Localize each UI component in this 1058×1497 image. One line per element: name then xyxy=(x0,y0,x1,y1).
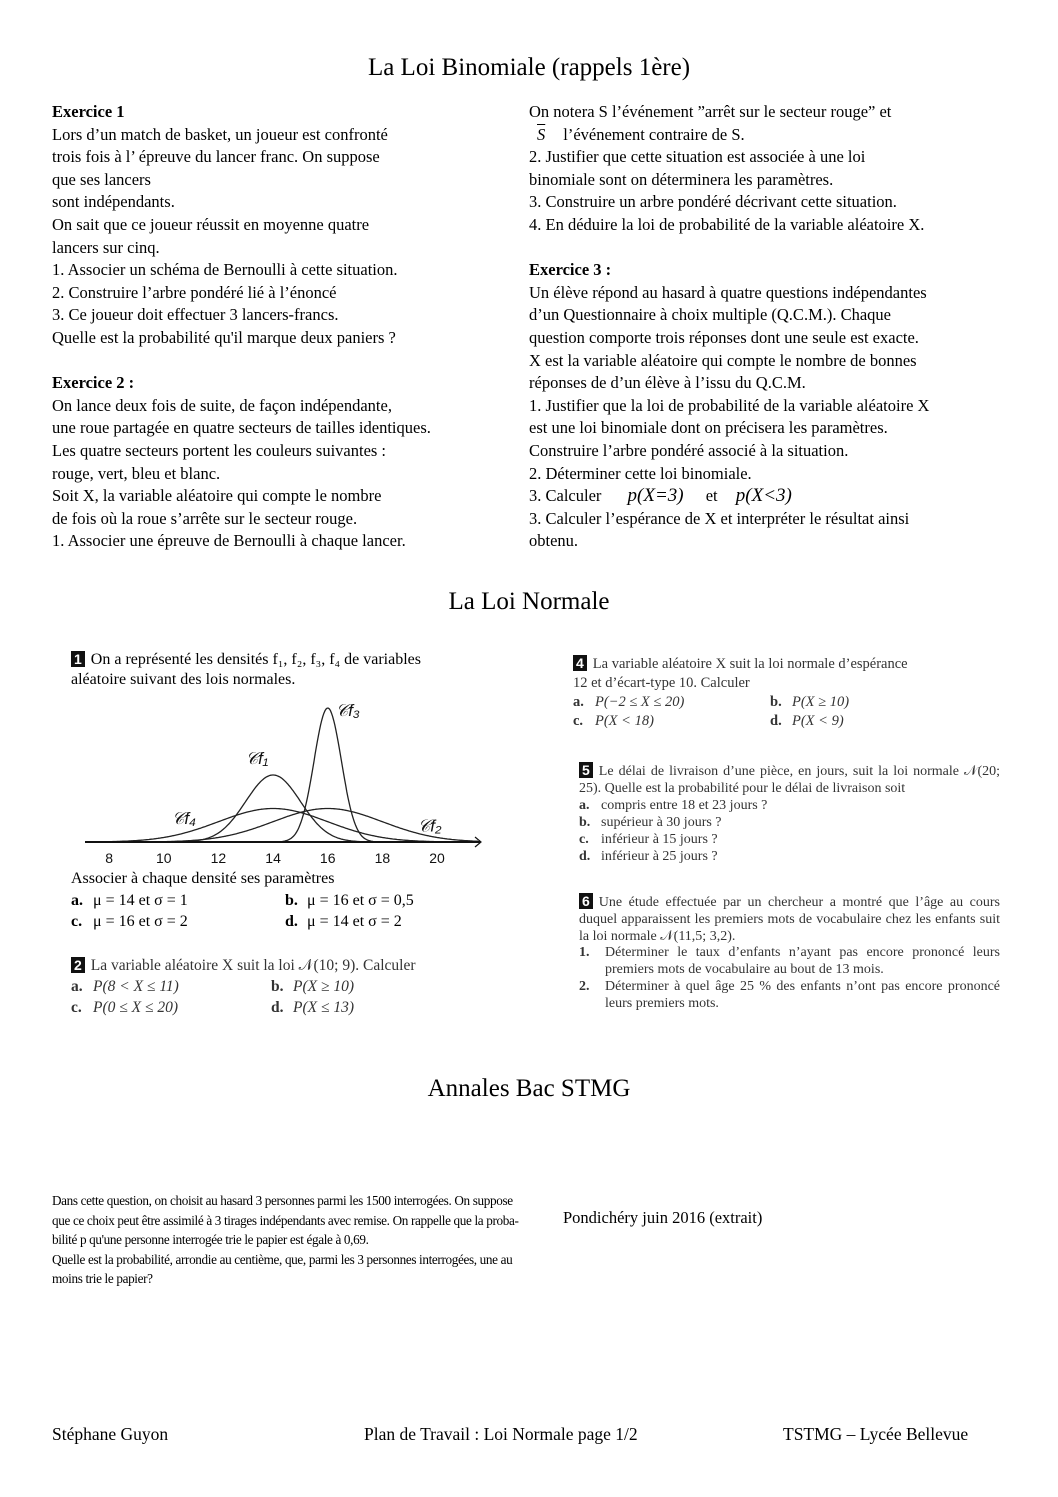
exercice-2-sbar-line xyxy=(529,124,929,147)
option-label: a. xyxy=(71,891,83,909)
exercice-3-line: 1. Justifier que la loi de probabilité de la variable aléatoire X xyxy=(529,395,930,415)
exercice-1-line: 2. Construire l’arbre pondéré lié à l’énoncé xyxy=(52,282,337,302)
annales-line: que ce choix peut être assimilé à 3 tirages indépendants avec remise. On rappelle que la proba- xyxy=(52,1212,519,1228)
exercice-1-line: lancers sur cinq. xyxy=(52,237,160,257)
title-loi-normale: La Loi Normale xyxy=(448,588,610,615)
annales-exercise xyxy=(52,1191,519,1289)
normale-exercise-1 xyxy=(71,650,421,690)
title-loi-binomiale: La Loi Binomiale (rappels 1ère) xyxy=(367,54,691,81)
exercice-1 xyxy=(52,101,431,553)
exercise-4-text: 12 et d’écart-type 10. Calculer xyxy=(573,675,750,691)
exercice-3-line: d’un Questionnaire à choix multiple (Q.C.M.). Chaque xyxy=(529,305,892,325)
option-label: b. xyxy=(271,978,284,995)
option-text: inférieur à 25 jours ? xyxy=(601,849,718,864)
option-label: c. xyxy=(71,999,82,1016)
question-label: 2. xyxy=(579,978,590,994)
option-label: c. xyxy=(71,913,83,930)
exercice-2-line: binomiale sont on déterminera les paramètres. xyxy=(529,169,834,189)
question-text: Déterminer le taux d’enfants n’ayant pas encore prononcé leurs premiers mots de vocabulaire au bout de 13 mois. xyxy=(605,945,1000,978)
exercice-2-line: On notera S l’événement ”arrêt sur le secteur rouge” et xyxy=(529,102,892,121)
option-label: d. xyxy=(579,849,591,864)
exercise-4-text: La variable aléatoire X suit la loi normale d’espérance xyxy=(592,656,908,672)
exercise-1-text: aléatoire suivant des lois normales. xyxy=(71,671,296,688)
x-tick-label: 20 xyxy=(429,850,445,866)
exercise-2-text: La variable aléatoire X suit la loi 𝒩(10; 9). Calculer xyxy=(90,957,416,974)
option-label: b. xyxy=(579,815,591,830)
option-text: P(−2 ≤ X ≤ 20) xyxy=(595,694,685,710)
exercice-2-line: 3. Construire un arbre pondéré décrivant cette situation. xyxy=(529,192,897,212)
exercice-3-line: 3. Calculer l’espérance de X et interpréter le résultat ainsi xyxy=(529,508,910,528)
option-text: P(X ≤ 13) xyxy=(293,999,355,1016)
exercice-2-line: rouge, vert, bleu et blanc. xyxy=(52,463,221,483)
exercise-number-badge: 5 xyxy=(579,762,593,778)
footer-page-info: Plan de Travail : Loi Normale page 1/2 xyxy=(364,1424,638,1444)
question-label: 1. xyxy=(579,945,590,961)
normale-exercise-6 xyxy=(579,893,1000,1013)
x-tick-label: 16 xyxy=(319,850,336,866)
exercice-3-line: Un élève répond au hasard à quatre questions indépendantes xyxy=(529,282,927,302)
math-p-x-eq-3: p(X=3) xyxy=(627,485,684,507)
exercise-6-text: Une étude effectuée par un chercheur a montré que l’âge au cours duquel apparaissent les premiers mots de vocabulaire chez les enfants suit la loi normale 𝒩(11,5; 3,2). xyxy=(579,895,1000,944)
option-text: μ = 14 et σ = 2 xyxy=(307,913,402,930)
option-label: c. xyxy=(579,832,589,847)
exercice-2-line: une roue partagée en quatre secteurs de tailles identiques. xyxy=(52,418,431,438)
normale-exercise-2 xyxy=(71,955,416,1018)
option-label: a. xyxy=(579,798,590,813)
exercice-1-line: On sait que ce joueur réussit en moyenne quatre xyxy=(52,214,370,234)
option-text: P(X < 18) xyxy=(595,713,654,729)
exercice-3-line: est une loi binomiale dont on précisera les paramètres. xyxy=(529,418,888,438)
exercise-5-text: Le délai de livraison d’une pièce, en jours, suit la loi normale 𝒩(20; 25). Quelle est la probabilité pour le délai de livraison soit xyxy=(579,764,1000,796)
exercice-1-line: que ses lancers xyxy=(52,169,151,189)
exercice-2-continued xyxy=(529,101,929,553)
exercice-2-line: l’événement contraire de S. xyxy=(563,124,745,144)
exercice-2-heading: Exercice 2 : xyxy=(52,373,135,393)
exercice-1-line: 1. Associer un schéma de Bernoulli à cette situation. xyxy=(52,260,398,280)
option-text: P(X ≥ 10) xyxy=(792,694,850,710)
annales-line: Dans cette question, on choisit au hasard 3 personnes parmi les 1500 interrogées. On suppose xyxy=(52,1193,513,1208)
exercice-3-line: 2. Déterminer cette loi binomiale. xyxy=(529,463,752,483)
option-label: a. xyxy=(71,978,83,995)
curve-label-cf4: 𝒞f₄ xyxy=(171,809,196,829)
exercice-3-line: obtenu. xyxy=(529,531,579,551)
option-text: P(0 ≤ X ≤ 20) xyxy=(93,999,179,1016)
option-label: a. xyxy=(573,694,584,710)
curve-label-cf3: 𝒞f₃ xyxy=(335,701,360,720)
x-tick-label: 18 xyxy=(374,850,391,866)
exercice-3-line: réponses de d’un élève à l’issu du Q.C.M. xyxy=(529,373,806,393)
annales-line: bilité p qu'une personne interrogée trie le papier est égale à 0,69. xyxy=(52,1232,369,1248)
option-text: supérieur à 30 jours ? xyxy=(601,815,722,830)
exercice-1-line: Lors d’un match de basket, un joueur est confronté xyxy=(52,124,388,144)
exercice-2-line: 1. Associer une épreuve de Bernoulli à chaque lancer. xyxy=(52,531,406,551)
option-text: μ = 16 et σ = 0,5 xyxy=(307,891,414,909)
exercice-2-line: de fois où la roue s’arrête sur le secteur rouge. xyxy=(52,508,358,528)
math-p-x-lt-3: p(X<3) xyxy=(735,485,792,507)
option-label: b. xyxy=(770,694,782,710)
exercice-1-line: trois fois à l’ épreuve du lancer franc. On suppose xyxy=(52,147,380,167)
option-text: P(8 < X ≤ 11) xyxy=(93,978,179,995)
calc-prefix: 3. Calculer xyxy=(529,486,602,506)
exercice-3-heading: Exercice 3 : xyxy=(529,260,612,280)
option-text: compris entre 18 et 23 jours ? xyxy=(601,798,768,813)
option-text: μ = 14 et σ = 1 xyxy=(93,891,188,909)
normale-exercise-4 xyxy=(573,655,908,731)
exercice-1-line: 3. Ce joueur doit effectuer 3 lancers-francs. xyxy=(52,305,339,325)
option-label: d. xyxy=(285,913,298,930)
normale-exercise-5 xyxy=(579,762,1000,865)
exercice-2-line: 4. En déduire la loi de probabilité de la variable aléatoire X. xyxy=(529,214,925,234)
option-label: c. xyxy=(573,713,584,729)
normale-exercise-1-options xyxy=(71,868,414,933)
curve-label-cf1: 𝒞f₁ xyxy=(245,749,269,769)
option-text: P(X < 9) xyxy=(792,713,844,729)
option-label: b. xyxy=(285,891,298,909)
exercise-1-text: On a représenté les densités f₁, f₂, f₃, f₄ de variables xyxy=(90,651,421,668)
exercice-1-heading: Exercice 1 xyxy=(52,102,125,121)
exercice-2-line: Soit X, la variable aléatoire qui compte le nombre xyxy=(52,486,382,506)
x-tick-label: 8 xyxy=(105,850,114,866)
exercice-1-line: sont indépendants. xyxy=(52,192,175,212)
exercise-1-prompt: Associer à chaque densité ses paramètres xyxy=(71,870,335,887)
option-label: d. xyxy=(271,999,284,1016)
x-tick-label: 10 xyxy=(155,850,172,866)
exercice-3-line: question comporte trois réponses dont une seule est exacte. xyxy=(529,327,919,347)
option-text: P(X ≥ 10) xyxy=(293,978,355,995)
footer-author: Stéphane Guyon xyxy=(52,1424,169,1444)
normal-densities-chart xyxy=(80,690,490,870)
exercice-1-line: Quelle est la probabilité qu'il marque deux paniers ? xyxy=(52,327,396,347)
calc-and: et xyxy=(705,486,718,506)
annales-line: moins trie le papier? xyxy=(52,1271,153,1287)
exercice-2-line: 2. Justifier que cette situation est associée à une loi xyxy=(529,147,866,167)
exercise-number-badge: 1 xyxy=(71,651,85,667)
annales-source: Pondichéry juin 2016 (extrait) xyxy=(563,1208,763,1227)
x-tick-label: 12 xyxy=(210,850,227,866)
exercise-number-badge: 2 xyxy=(71,957,85,973)
exercice-3-line: X est la variable aléatoire qui compte le nombre de bonnes xyxy=(529,350,917,370)
title-annales-bac: Annales Bac STMG xyxy=(427,1075,631,1102)
x-tick-label: 14 xyxy=(265,850,281,866)
s-bar-symbol: $\overline{S}$ xyxy=(537,124,546,144)
annales-line: Quelle est la probabilité, arrondie au centième, que, parmi les 3 personnes interrogées, une au xyxy=(52,1251,513,1267)
exercice-3-calc-line xyxy=(529,485,929,508)
exercice-2-line: On lance deux fois de suite, de façon indépendante, xyxy=(52,395,392,415)
exercise-number-badge: 6 xyxy=(579,893,593,909)
footer-school: TSTMG – Lycée Bellevue xyxy=(783,1424,969,1444)
exercice-2-line: Les quatre secteurs portent les couleurs suivantes : xyxy=(52,440,387,460)
exercice-3-line: Construire l’arbre pondéré associé à la situation. xyxy=(529,440,849,460)
option-text: inférieur à 15 jours ? xyxy=(601,832,718,847)
exercise-number-badge: 4 xyxy=(573,655,587,671)
question-text: Déterminer à quel âge 25 % des enfants n’ont pas encore prononcé leurs premiers mots. xyxy=(605,978,1000,1011)
curve-label-cf2: 𝒞f₂ xyxy=(417,816,442,836)
option-text: μ = 16 et σ = 2 xyxy=(93,913,188,930)
option-label: d. xyxy=(770,713,782,729)
